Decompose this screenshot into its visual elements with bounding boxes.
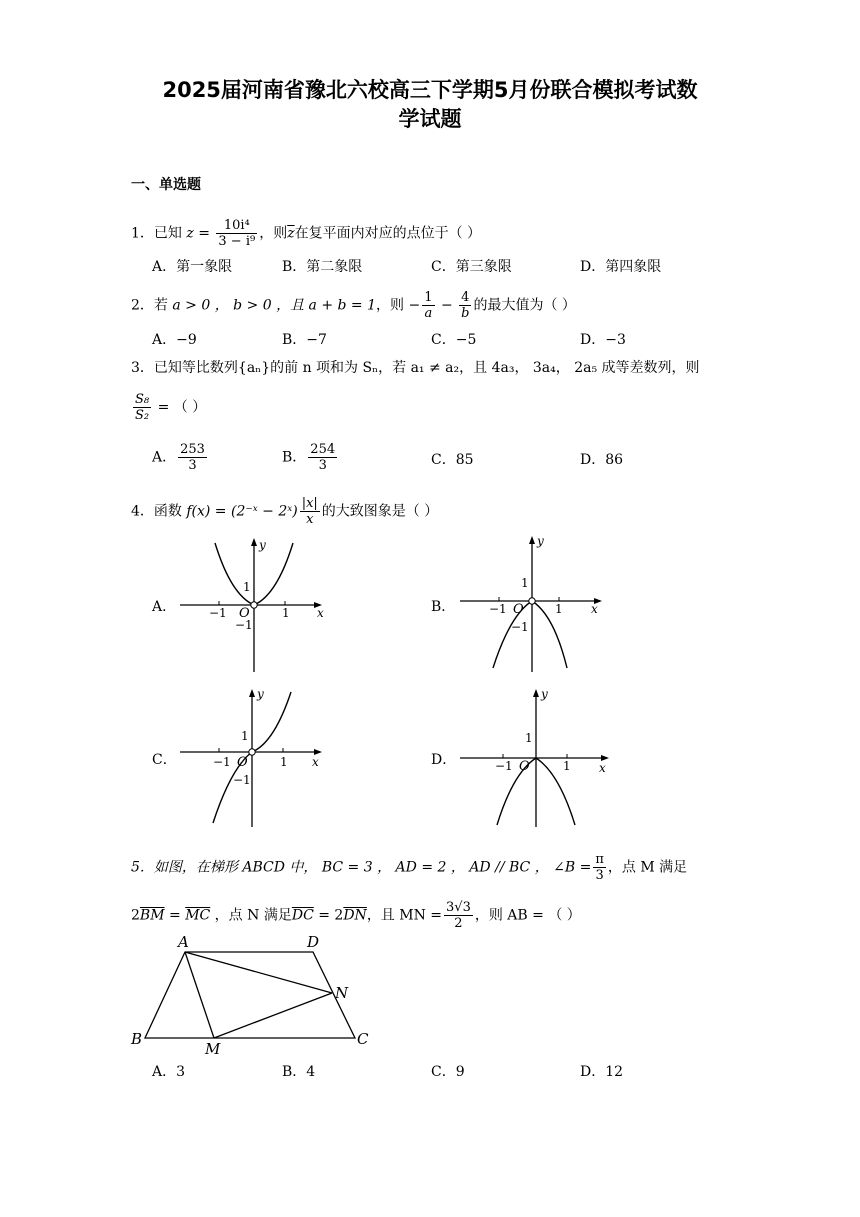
q5-mn-den: 2 <box>454 916 463 931</box>
q4-func: f(x) = (2⁻ˣ − 2ˣ) <box>186 503 298 520</box>
q5-pi-den: 3 <box>595 868 604 883</box>
trapezoid-abcd <box>145 952 355 1038</box>
q5-line1-b: ，点 M 满足 <box>607 859 688 876</box>
q2-cond: a > 0 ， b > 0 ，且 a + b = 1 <box>172 297 377 314</box>
tick-label: −1 <box>511 620 529 634</box>
q2-option-b[interactable]: B．−7 <box>282 332 327 348</box>
point-d-label: D <box>307 933 320 951</box>
vector-bm: $\overline{BM}$ <box>139 907 165 924</box>
q1-eq: = <box>193 225 215 242</box>
q2-f1-num: 1 <box>424 290 433 305</box>
q5-line2-b: = <box>164 907 186 924</box>
point-b-label: B <box>131 1030 143 1048</box>
y-label: y <box>541 688 548 701</box>
question-3: 3．已知等比数列{aₙ}的前 n 项和为 Sₙ，若 a₁ ≠ a₂，且 4a₃， 3a₄， 2a₅ 成等差数列，则 <box>131 360 700 376</box>
q2-text-b: ，则 − <box>376 297 421 314</box>
q4-frac-num: |x| <box>301 496 318 511</box>
q3-tail: = （ ） <box>153 399 207 416</box>
q3-option-a[interactable] <box>152 442 209 473</box>
q1-frac-den: 3 − i⁹ <box>218 234 256 249</box>
q4-text-b: 的大致图象是（ ） <box>321 503 439 520</box>
section-heading: 一、单选题 <box>131 177 201 193</box>
origin-label: O <box>519 759 530 774</box>
q4-graph-c <box>175 688 325 830</box>
q2-frac-2 <box>459 290 471 321</box>
q2-minus: − <box>436 297 458 314</box>
tick-label: 1 <box>525 731 533 745</box>
q3-opt-b-label: B． <box>282 449 307 466</box>
q1-option-d[interactable]: D．第四象限 <box>580 259 662 275</box>
q2-f2-num: 4 <box>459 290 471 306</box>
q1-z: z <box>186 225 194 242</box>
y-arrow-icon <box>529 536 535 544</box>
q4-frac-den: x <box>306 512 314 527</box>
q3-option-b[interactable] <box>282 442 339 473</box>
q5-line2-a: 2 <box>131 907 140 924</box>
q3-opt-b-den: 3 <box>318 458 327 473</box>
open-point <box>529 598 535 604</box>
tick-label: 1 <box>521 576 529 590</box>
point-m-label: M <box>205 1040 221 1058</box>
q1-number: 1．已知 <box>131 225 182 242</box>
tick-label: −1 <box>495 759 513 773</box>
q2-option-c[interactable]: C．−5 <box>431 332 477 348</box>
tick-label: 1 <box>555 602 563 616</box>
question-3-line2 <box>131 392 206 423</box>
q5-option-c[interactable]: C．9 <box>431 1064 465 1080</box>
y-label: y <box>257 688 264 701</box>
q2-frac-1 <box>422 290 434 321</box>
point-c-label: C <box>357 1030 369 1048</box>
q5-option-a[interactable]: A．3 <box>152 1064 186 1080</box>
open-point <box>251 602 257 608</box>
x-label: x <box>317 606 324 620</box>
tick-label: −1 <box>235 618 253 632</box>
q3-opt-b-frac <box>308 442 337 473</box>
question-2 <box>131 290 576 321</box>
tick-label: −1 <box>489 602 507 616</box>
q1-option-c[interactable]: C．第三象限 <box>431 259 512 275</box>
y-arrow-icon <box>533 689 539 697</box>
question-4 <box>131 496 438 527</box>
q5-line1-a: 5．如图，在梯形 ABCD 中， BC = 3 ， AD = 2 ， AD // BC ， ∠B = <box>131 859 592 876</box>
q4-option-a[interactable]: A． <box>152 599 177 615</box>
q5-line2-c: ，点 N 满足 <box>210 907 292 924</box>
point-n-label: N <box>335 984 349 1002</box>
open-point <box>249 749 255 755</box>
q1-option-b[interactable]: B．第二象限 <box>282 259 363 275</box>
q5-trapezoid-figure <box>128 932 378 1058</box>
tick-label: −1 <box>233 773 251 787</box>
q4-option-d[interactable]: D． <box>431 752 457 768</box>
page-title-line2: 学试题 <box>398 107 462 131</box>
origin-label: O <box>237 755 248 770</box>
q3-opt-a-frac <box>178 442 207 473</box>
q4-fraction <box>300 496 320 527</box>
q1-option-a[interactable]: A．第一象限 <box>152 259 233 275</box>
q5-pi-num: π <box>595 852 604 867</box>
q1-fraction <box>216 218 257 249</box>
q4-option-c[interactable]: C． <box>152 752 177 768</box>
q5-mn-frac <box>444 900 473 931</box>
y-label: y <box>259 538 266 552</box>
vector-mc: $\overline{MC}$ <box>185 907 211 924</box>
question-1 <box>131 218 481 249</box>
q4-text-a: 4．函数 <box>131 503 187 520</box>
q5-mn-num: 3√3 <box>446 900 471 915</box>
q4-graph-d <box>455 688 615 830</box>
origin-label: O <box>239 606 250 621</box>
segment-am <box>185 952 214 1038</box>
q3-fraction <box>133 392 151 423</box>
q3-frac-num: S₈ <box>135 392 150 407</box>
q1-text-a: ，则 <box>259 225 288 242</box>
page-title: 2025届河南省豫北六校高三下学期5月份联合模拟考试数 <box>162 78 698 102</box>
tick-label: 1 <box>243 580 251 594</box>
q3-option-c[interactable]: C．85 <box>431 452 474 468</box>
q3-opt-a-num: 253 <box>180 442 205 457</box>
x-label: x <box>312 755 319 769</box>
tick-label: 1 <box>280 755 288 769</box>
tick-label: 1 <box>241 729 249 743</box>
q3-option-d[interactable]: D．86 <box>580 452 624 468</box>
q2-f1-den: a <box>424 306 433 321</box>
question-5 <box>131 852 687 883</box>
q3-frac-den: S₂ <box>135 408 150 423</box>
q2-text-c: 的最大值为（ ） <box>473 297 576 314</box>
vector-dn: $\overline{DN}$ <box>343 907 367 924</box>
q1-frac-num: 10i⁴ <box>216 218 257 234</box>
q2-option-a[interactable]: A．−9 <box>152 332 197 348</box>
q5-line2-f: ，则 AB = （ ） <box>474 907 581 924</box>
q3-opt-a-den: 3 <box>188 458 197 473</box>
segment-an <box>185 952 332 993</box>
q2-text-a: 2．若 <box>131 297 173 314</box>
tick-label: 1 <box>282 606 290 620</box>
q5-line2-d: = 2 <box>313 907 344 924</box>
q3-opt-b-num: 254 <box>310 442 336 457</box>
y-arrow-icon <box>251 538 257 546</box>
y-arrow-icon <box>249 689 255 697</box>
tick-label: 1 <box>563 759 571 773</box>
tick-label: −1 <box>209 606 227 620</box>
point-a-label: A <box>178 933 189 951</box>
x-label: x <box>591 602 598 616</box>
q4-graph-b <box>455 535 605 675</box>
y-label: y <box>537 535 544 548</box>
q4-graph-a <box>175 535 325 675</box>
vector-dc: $\overline{DC}$ <box>291 907 314 924</box>
q5-pi-frac <box>593 852 606 883</box>
origin-label: O <box>513 602 524 617</box>
q1-text-b: 在复平面内对应的点位于（ ） <box>294 225 482 242</box>
q1-zbar: $\overline{z}$ <box>287 225 295 242</box>
segment-mn <box>214 993 332 1038</box>
q5-option-b[interactable]: B．4 <box>282 1064 316 1080</box>
q3-opt-a-label: A． <box>152 449 177 466</box>
q4-option-b[interactable]: B． <box>431 599 456 615</box>
q2-option-d[interactable]: D．−3 <box>580 332 626 348</box>
q2-f2-den: b <box>461 306 470 321</box>
question-5-line2 <box>131 900 581 931</box>
x-label: x <box>599 761 606 775</box>
q5-line2-e: ，且 MN = <box>366 907 443 924</box>
tick-label: −1 <box>213 755 231 769</box>
q5-option-d[interactable]: D．12 <box>580 1064 624 1080</box>
